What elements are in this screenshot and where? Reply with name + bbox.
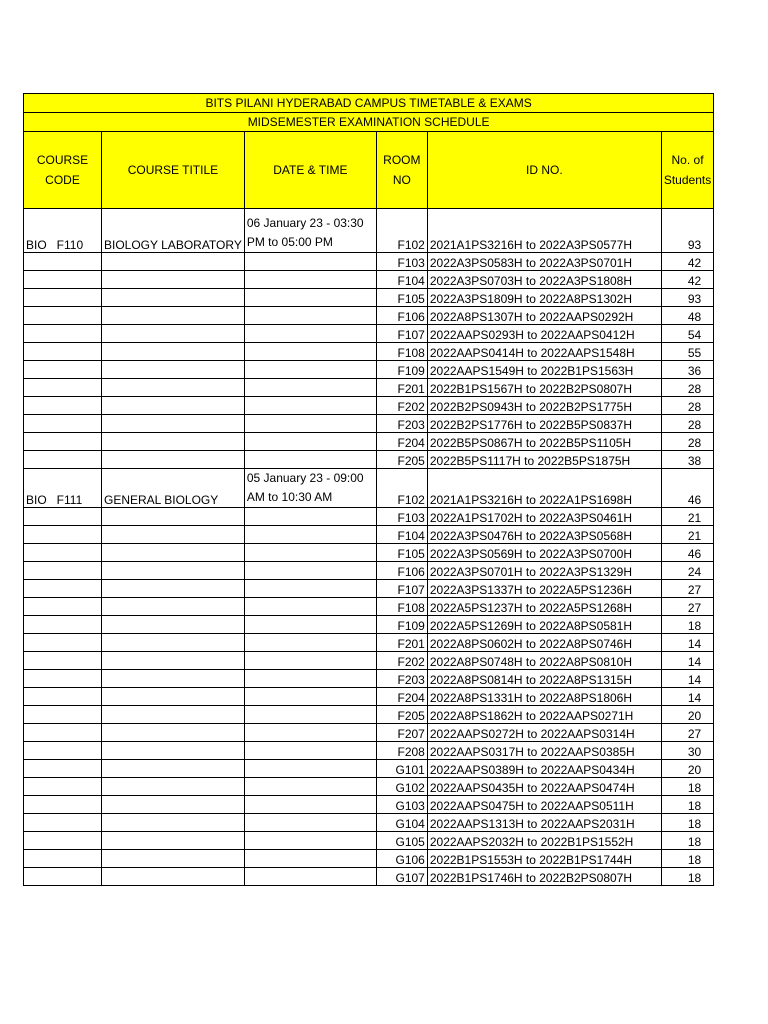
id-range-cell: 2022B5PS1117H to 2022B5PS1875H [427, 451, 661, 469]
student-count-cell: 14 [661, 652, 713, 670]
id-range-cell: 2022A3PS0703H to 2022A3PS1808H [427, 271, 661, 289]
table-row [24, 562, 714, 580]
student-count-cell: 27 [661, 724, 713, 742]
student-count-cell: 14 [661, 634, 713, 652]
date-time-cell [244, 343, 376, 361]
student-count-cell: 18 [661, 616, 713, 634]
student-count-cell: 18 [661, 832, 713, 850]
title-row [24, 94, 714, 113]
room-cell: F107 [376, 325, 427, 343]
student-count-cell: 30 [661, 742, 713, 760]
room-cell: G104 [376, 814, 427, 832]
student-count-cell: 28 [661, 433, 713, 451]
course-code-cell [24, 760, 102, 778]
course-title-cell [102, 814, 245, 832]
course-code-cell: BIO F110 [24, 209, 102, 253]
id-range-cell: 2022A1PS1702H to 2022A3PS0461H [427, 508, 661, 526]
id-range-cell: 2022AAPS0389H to 2022AAPS0434H [427, 760, 661, 778]
student-count-cell: 48 [661, 307, 713, 325]
course-code-cell [24, 253, 102, 271]
student-count-cell: 55 [661, 343, 713, 361]
table-row [24, 433, 714, 451]
header-id-no: ID NO. [427, 132, 661, 209]
table-row [24, 361, 714, 379]
id-range-cell: 2022B1PS1553H to 2022B1PS1744H [427, 850, 661, 868]
student-count-cell: 18 [661, 778, 713, 796]
student-count-cell: 28 [661, 379, 713, 397]
course-code-cell [24, 778, 102, 796]
course-code-cell [24, 307, 102, 325]
date-time-cell [244, 598, 376, 616]
id-range-cell: 2022AAPS1549H to 2022B1PS1563H [427, 361, 661, 379]
date-time-cell [244, 814, 376, 832]
course-title-cell [102, 634, 245, 652]
course-title-cell [102, 580, 245, 598]
header-row [24, 132, 714, 209]
course-code-cell [24, 688, 102, 706]
room-cell: F109 [376, 361, 427, 379]
table-row [24, 415, 714, 433]
id-range-cell: 2022B2PS0943H to 2022B2PS1775H [427, 397, 661, 415]
table-row [24, 271, 714, 289]
date-time-cell [244, 778, 376, 796]
room-cell: F204 [376, 433, 427, 451]
id-range-cell: 2022B5PS0867H to 2022B5PS1105H [427, 433, 661, 451]
course-title-cell [102, 289, 245, 307]
table-row [24, 397, 714, 415]
course-title-cell: GENERAL BIOLOGY [102, 469, 245, 508]
id-range-cell: 2022A8PS0748H to 2022A8PS0810H [427, 652, 661, 670]
student-count-cell: 42 [661, 271, 713, 289]
table-row [24, 526, 714, 544]
student-count-cell: 42 [661, 253, 713, 271]
course-title-cell [102, 397, 245, 415]
room-cell: F103 [376, 508, 427, 526]
header-num-students: No. of Students [661, 132, 713, 209]
room-cell: F207 [376, 724, 427, 742]
student-count-cell: 93 [661, 209, 713, 253]
table-row [24, 307, 714, 325]
header-date-time: DATE & TIME [244, 132, 376, 209]
course-code-cell [24, 433, 102, 451]
course-title-cell [102, 670, 245, 688]
course-title-cell: BIOLOGY LABORATORY [102, 209, 245, 253]
date-time-cell [244, 361, 376, 379]
table-row [24, 343, 714, 361]
course-code-cell [24, 508, 102, 526]
table-row [24, 742, 714, 760]
room-cell: F205 [376, 706, 427, 724]
student-count-cell: 27 [661, 580, 713, 598]
table-row [24, 598, 714, 616]
student-count-cell: 38 [661, 451, 713, 469]
table-row [24, 253, 714, 271]
id-range-cell: 2022B1PS1567H to 2022B2PS0807H [427, 379, 661, 397]
course-title-cell [102, 526, 245, 544]
course-code-cell [24, 289, 102, 307]
room-cell: F105 [376, 289, 427, 307]
course-title-cell [102, 451, 245, 469]
date-time-cell [244, 688, 376, 706]
course-code-cell [24, 415, 102, 433]
table-row [24, 652, 714, 670]
room-cell: F104 [376, 526, 427, 544]
sheet-title: BITS PILANI HYDERABAD CAMPUS TIMETABLE & EXAMS [24, 94, 714, 113]
subtitle-row [24, 113, 714, 132]
course-code-cell [24, 580, 102, 598]
header-room-no: ROOM NO [376, 132, 427, 209]
date-time-cell [244, 706, 376, 724]
course-title-cell [102, 562, 245, 580]
table-row [24, 814, 714, 832]
course-title-cell [102, 706, 245, 724]
room-cell: F103 [376, 253, 427, 271]
date-time-cell [244, 451, 376, 469]
sheet-subtitle: MIDSEMESTER EXAMINATION SCHEDULE [24, 113, 714, 132]
course-code-cell [24, 526, 102, 544]
date-time-cell [244, 670, 376, 688]
id-range-cell: 2022A3PS0583H to 2022A3PS0701H [427, 253, 661, 271]
room-cell: F107 [376, 580, 427, 598]
course-code-cell [24, 868, 102, 886]
header-course-title: COURSE TITILE [102, 132, 245, 209]
id-range-cell: 2022B2PS1776H to 2022B5PS0837H [427, 415, 661, 433]
table-row [24, 451, 714, 469]
course-code-cell [24, 379, 102, 397]
table-row [24, 868, 714, 886]
id-range-cell: 2022A8PS1331H to 2022A8PS1806H [427, 688, 661, 706]
date-time-cell [244, 868, 376, 886]
student-count-cell: 14 [661, 670, 713, 688]
course-code-cell [24, 832, 102, 850]
room-cell: F108 [376, 598, 427, 616]
student-count-cell: 46 [661, 544, 713, 562]
student-count-cell: 18 [661, 814, 713, 832]
course-title-cell [102, 415, 245, 433]
room-cell: F204 [376, 688, 427, 706]
date-time-cell [244, 397, 376, 415]
room-cell: F203 [376, 415, 427, 433]
date-time-cell: 06 January 23 - 03:30 PM to 05:00 PM [244, 209, 376, 253]
room-cell: F105 [376, 544, 427, 562]
course-code-cell [24, 796, 102, 814]
course-title-cell [102, 652, 245, 670]
student-count-cell: 21 [661, 526, 713, 544]
id-range-cell: 2022B1PS1746H to 2022B2PS0807H [427, 868, 661, 886]
room-cell: G102 [376, 778, 427, 796]
course-title-cell [102, 343, 245, 361]
course-code-cell [24, 343, 102, 361]
course-code-cell [24, 634, 102, 652]
date-time-cell [244, 271, 376, 289]
table-row [24, 778, 714, 796]
room-cell: F109 [376, 616, 427, 634]
course-title-cell [102, 271, 245, 289]
date-time-cell [244, 634, 376, 652]
table-row [24, 706, 714, 724]
date-time-cell [244, 796, 376, 814]
table-row [24, 469, 714, 508]
id-range-cell: 2022AAPS1313H to 2022AAPS2031H [427, 814, 661, 832]
course-title-cell [102, 760, 245, 778]
room-cell: F108 [376, 343, 427, 361]
room-cell: F106 [376, 307, 427, 325]
date-time-cell [244, 379, 376, 397]
table-row [24, 760, 714, 778]
table-row [24, 796, 714, 814]
table-row [24, 724, 714, 742]
course-code-cell [24, 742, 102, 760]
room-cell: F102 [376, 209, 427, 253]
date-time-cell [244, 544, 376, 562]
student-count-cell: 28 [661, 415, 713, 433]
table-row [24, 580, 714, 598]
course-code-cell [24, 562, 102, 580]
student-count-cell: 21 [661, 508, 713, 526]
course-title-cell [102, 253, 245, 271]
date-time-cell [244, 433, 376, 451]
id-range-cell: 2022A3PS1809H to 2022A8PS1302H [427, 289, 661, 307]
room-cell: F102 [376, 469, 427, 508]
id-range-cell: 2022A3PS0701H to 2022A3PS1329H [427, 562, 661, 580]
course-code-cell [24, 724, 102, 742]
room-cell: F202 [376, 397, 427, 415]
room-cell: G106 [376, 850, 427, 868]
room-cell: F201 [376, 634, 427, 652]
id-range-cell: 2022A3PS0476H to 2022A3PS0568H [427, 526, 661, 544]
date-time-cell [244, 307, 376, 325]
course-code-cell [24, 271, 102, 289]
student-count-cell: 93 [661, 289, 713, 307]
course-code-cell [24, 850, 102, 868]
date-time-cell [244, 616, 376, 634]
date-time-cell [244, 526, 376, 544]
date-time-cell [244, 508, 376, 526]
date-time-cell [244, 724, 376, 742]
id-range-cell: 2022AAPS0317H to 2022AAPS0385H [427, 742, 661, 760]
table-row [24, 508, 714, 526]
room-cell: F104 [376, 271, 427, 289]
id-range-cell: 2022A5PS1237H to 2022A5PS1268H [427, 598, 661, 616]
student-count-cell: 18 [661, 850, 713, 868]
date-time-cell [244, 562, 376, 580]
student-count-cell: 46 [661, 469, 713, 508]
course-code-cell [24, 706, 102, 724]
id-range-cell: 2022A8PS1307H to 2022AAPS0292H [427, 307, 661, 325]
course-code-cell [24, 616, 102, 634]
course-code-cell [24, 670, 102, 688]
id-range-cell: 2022AAPS0272H to 2022AAPS0314H [427, 724, 661, 742]
course-code-cell [24, 814, 102, 832]
student-count-cell: 14 [661, 688, 713, 706]
course-code-cell [24, 361, 102, 379]
id-range-cell: 2022A3PS1337H to 2022A5PS1236H [427, 580, 661, 598]
id-range-cell: 2022A8PS0602H to 2022A8PS0746H [427, 634, 661, 652]
course-title-cell [102, 325, 245, 343]
course-title-cell [102, 724, 245, 742]
student-count-cell: 54 [661, 325, 713, 343]
id-range-cell: 2022A3PS0569H to 2022A3PS0700H [427, 544, 661, 562]
course-title-cell [102, 850, 245, 868]
id-range-cell: 2022A8PS1862H to 2022AAPS0271H [427, 706, 661, 724]
table-row [24, 544, 714, 562]
course-title-cell [102, 616, 245, 634]
id-range-cell: 2022AAPS2032H to 2022B1PS1552H [427, 832, 661, 850]
exam-schedule-table [23, 93, 714, 886]
course-title-cell [102, 868, 245, 886]
date-time-cell [244, 742, 376, 760]
room-cell: F202 [376, 652, 427, 670]
id-range-cell: 2022A8PS0814H to 2022A8PS1315H [427, 670, 661, 688]
room-cell: G101 [376, 760, 427, 778]
course-title-cell [102, 688, 245, 706]
course-title-cell [102, 832, 245, 850]
course-title-cell [102, 796, 245, 814]
table-row [24, 850, 714, 868]
room-cell: F106 [376, 562, 427, 580]
student-count-cell: 18 [661, 796, 713, 814]
student-count-cell: 20 [661, 760, 713, 778]
course-title-cell [102, 598, 245, 616]
course-title-cell [102, 742, 245, 760]
course-code-cell [24, 325, 102, 343]
table-row [24, 289, 714, 307]
table-row [24, 616, 714, 634]
student-count-cell: 28 [661, 397, 713, 415]
date-time-cell [244, 850, 376, 868]
date-time-cell [244, 289, 376, 307]
course-title-cell [102, 361, 245, 379]
table-row [24, 670, 714, 688]
room-cell: F208 [376, 742, 427, 760]
table-row [24, 832, 714, 850]
course-title-cell [102, 307, 245, 325]
id-range-cell: 2022A5PS1269H to 2022A8PS0581H [427, 616, 661, 634]
course-code-cell [24, 652, 102, 670]
header-course-code: COURSE CODE [24, 132, 102, 209]
course-title-cell [102, 778, 245, 796]
student-count-cell: 24 [661, 562, 713, 580]
date-time-cell [244, 760, 376, 778]
date-time-cell [244, 325, 376, 343]
table-row [24, 209, 714, 253]
room-cell: G107 [376, 868, 427, 886]
room-cell: G105 [376, 832, 427, 850]
course-code-cell: BIO F111 [24, 469, 102, 508]
date-time-cell: 05 January 23 - 09:00 AM to 10:30 AM [244, 469, 376, 508]
date-time-cell [244, 253, 376, 271]
student-count-cell: 27 [661, 598, 713, 616]
course-title-cell [102, 544, 245, 562]
course-code-cell [24, 397, 102, 415]
room-cell: F201 [376, 379, 427, 397]
id-range-cell: 2021A1PS3216H to 2022A1PS1698H [427, 469, 661, 508]
date-time-cell [244, 832, 376, 850]
room-cell: G103 [376, 796, 427, 814]
id-range-cell: 2022AAPS0435H to 2022AAPS0474H [427, 778, 661, 796]
table-row [24, 634, 714, 652]
course-code-cell [24, 451, 102, 469]
table-row [24, 379, 714, 397]
student-count-cell: 20 [661, 706, 713, 724]
course-title-cell [102, 508, 245, 526]
course-title-cell [102, 433, 245, 451]
date-time-cell [244, 580, 376, 598]
id-range-cell: 2022AAPS0414H to 2022AAPS1548H [427, 343, 661, 361]
table-row [24, 688, 714, 706]
course-code-cell [24, 598, 102, 616]
date-time-cell [244, 415, 376, 433]
date-time-cell [244, 652, 376, 670]
course-code-cell [24, 544, 102, 562]
room-cell: F203 [376, 670, 427, 688]
course-title-cell [102, 379, 245, 397]
student-count-cell: 36 [661, 361, 713, 379]
id-range-cell: 2021A1PS3216H to 2022A3PS0577H [427, 209, 661, 253]
id-range-cell: 2022AAPS0475H to 2022AAPS0511H [427, 796, 661, 814]
id-range-cell: 2022AAPS0293H to 2022AAPS0412H [427, 325, 661, 343]
student-count-cell: 18 [661, 868, 713, 886]
room-cell: F205 [376, 451, 427, 469]
table-row [24, 325, 714, 343]
